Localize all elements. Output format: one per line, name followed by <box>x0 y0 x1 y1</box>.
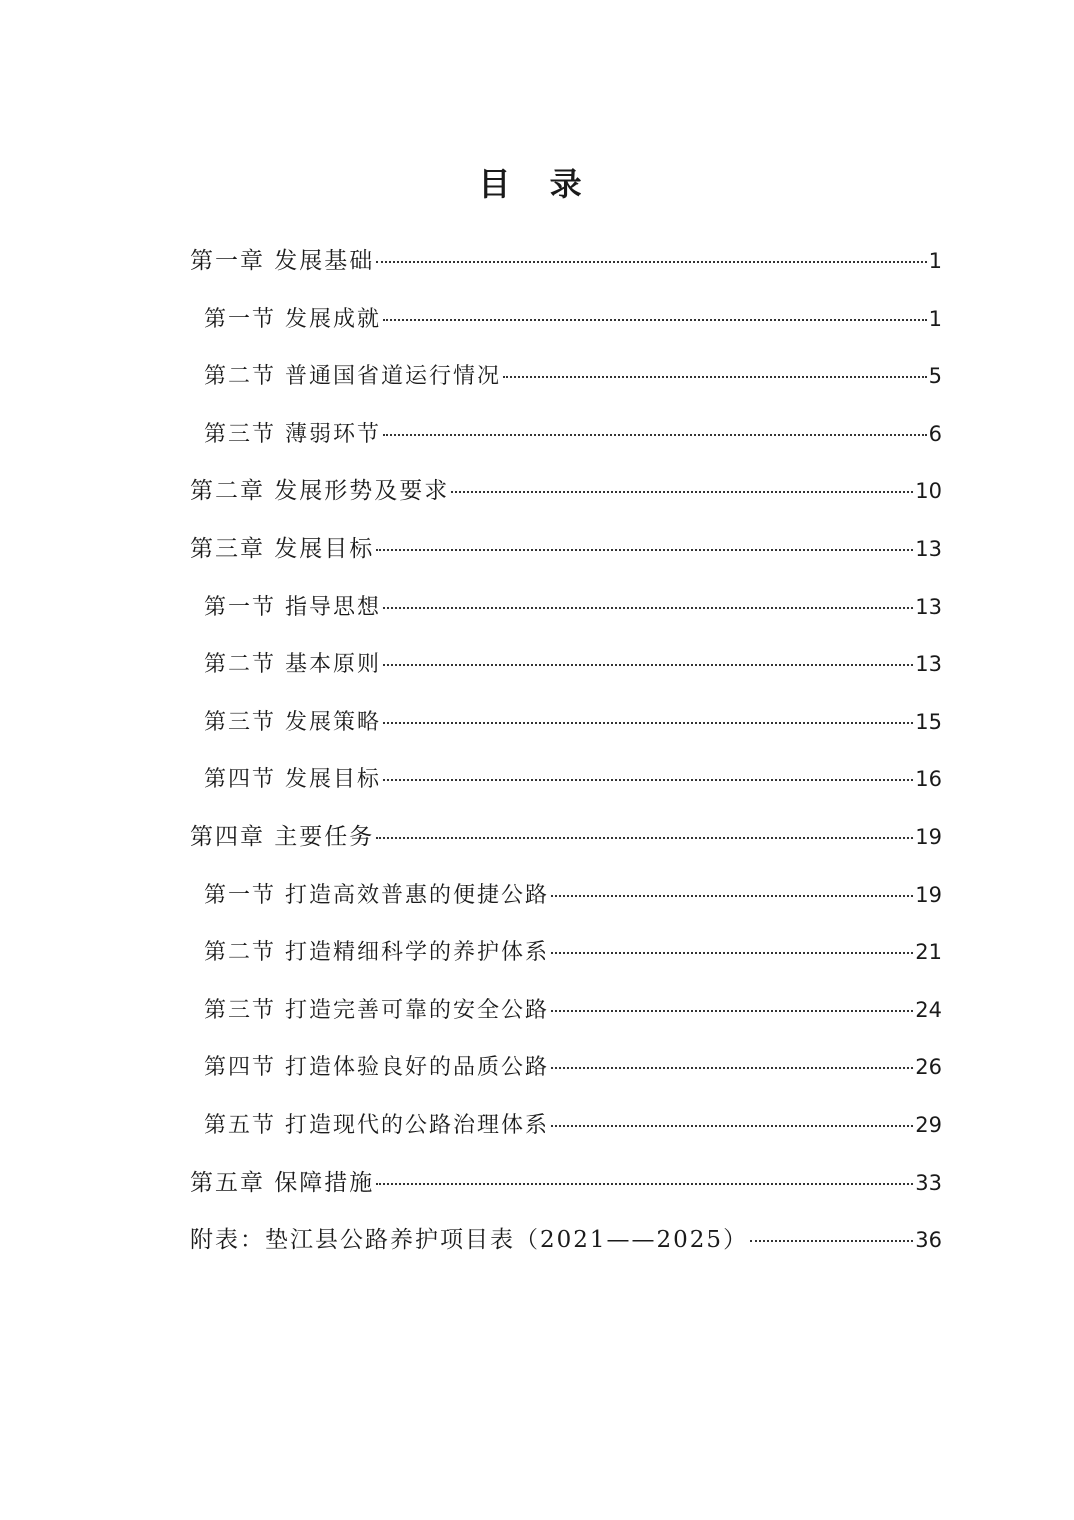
toc-page-number: 26 <box>915 1055 942 1080</box>
toc-entry-label: 第四章 主要任务 <box>190 823 375 850</box>
toc-entry-label: 附表：垫江县公路养护项目表（2021——2025） <box>190 1227 749 1254</box>
toc-entry-label: 第五章 保障措施 <box>190 1169 375 1196</box>
toc-entry[interactable] <box>190 466 942 524</box>
toc-page-number: 1 <box>928 249 942 273</box>
toc-page-number: 13 <box>915 536 942 561</box>
dot-leader <box>551 1067 913 1069</box>
toc-entry[interactable] <box>190 754 942 812</box>
toc-entry-label: 第四节 发展目标 <box>204 767 381 793</box>
toc-entry[interactable] <box>190 1215 942 1273</box>
toc-page-number: 13 <box>915 652 942 677</box>
toc-entry-label: 第二章 发展形势及要求 <box>190 478 450 505</box>
toc-page-number: 16 <box>915 767 942 792</box>
toc-page-number: 19 <box>915 882 942 907</box>
page-title: 目 录 <box>478 165 596 203</box>
toc-page-number: 21 <box>915 940 942 965</box>
dot-leader <box>383 664 913 666</box>
dot-leader <box>551 895 913 897</box>
toc-entry[interactable] <box>190 639 942 697</box>
toc-entry[interactable] <box>190 1042 942 1100</box>
dot-leader <box>383 319 927 321</box>
dot-leader <box>383 722 913 724</box>
toc-entry-label: 第三节 发展策略 <box>204 709 381 735</box>
toc-page-number: 5 <box>928 364 942 389</box>
toc-entry-label: 第一章 发展基础 <box>190 248 375 274</box>
toc-page-number: 19 <box>915 824 942 849</box>
toc-entry[interactable] <box>190 697 942 755</box>
dot-leader <box>551 952 913 954</box>
toc-page-number: 15 <box>915 709 942 734</box>
toc-entry[interactable] <box>190 1158 942 1216</box>
toc-entry[interactable] <box>190 985 942 1043</box>
toc-entry[interactable] <box>190 870 942 928</box>
dot-leader <box>551 1125 913 1127</box>
toc-entry-label: 第二节 普通国省道运行情况 <box>204 364 501 390</box>
toc-entry[interactable] <box>190 927 942 985</box>
toc-entry[interactable] <box>190 294 942 352</box>
toc-entry-label: 第一节 发展成就 <box>204 306 381 332</box>
dot-leader <box>376 1183 913 1185</box>
dot-leader <box>376 261 926 263</box>
toc-entry-label: 第五节 打造现代的公路治理体系 <box>204 1112 549 1138</box>
dot-leader <box>451 491 913 493</box>
dot-leader <box>383 607 913 609</box>
toc-page-number: 33 <box>915 1170 942 1195</box>
dot-leader <box>376 837 913 839</box>
dot-leader <box>750 1240 913 1242</box>
toc-entry[interactable] <box>190 236 942 294</box>
toc-entry-label: 第四节 打造体验良好的品质公路 <box>204 1055 549 1081</box>
toc-entry-label: 第一节 指导思想 <box>204 594 381 620</box>
toc-entry-label: 第三节 打造完善可靠的安全公路 <box>204 997 549 1023</box>
dot-leader <box>503 376 927 378</box>
toc-entry[interactable] <box>190 524 942 582</box>
toc-page-number: 36 <box>915 1228 942 1253</box>
toc-page-number: 10 <box>915 479 942 504</box>
toc-entry-label: 第三节 薄弱环节 <box>204 421 381 447</box>
toc-page-number: 24 <box>915 997 942 1022</box>
toc-page-number: 13 <box>915 594 942 619</box>
toc-entry-label: 第三章 发展目标 <box>190 535 375 562</box>
toc-entry[interactable] <box>190 812 942 870</box>
toc-entry[interactable] <box>190 409 942 467</box>
toc-entry-label: 第二节 基本原则 <box>204 652 381 678</box>
toc-entry[interactable] <box>190 1100 942 1158</box>
dot-leader <box>383 434 927 436</box>
dot-leader <box>551 1010 913 1012</box>
toc-entry-label: 第二节 打造精细科学的养护体系 <box>204 940 549 966</box>
dot-leader <box>376 549 913 551</box>
toc-entry[interactable] <box>190 351 942 409</box>
dot-leader <box>383 779 913 781</box>
toc-page-number: 1 <box>928 306 942 331</box>
toc-entry-label: 第一节 打造高效普惠的便捷公路 <box>204 882 549 908</box>
toc-page-number: 6 <box>928 421 942 446</box>
toc-page-number: 29 <box>915 1112 942 1137</box>
table-of-contents <box>190 236 942 1273</box>
toc-entry[interactable] <box>190 582 942 640</box>
